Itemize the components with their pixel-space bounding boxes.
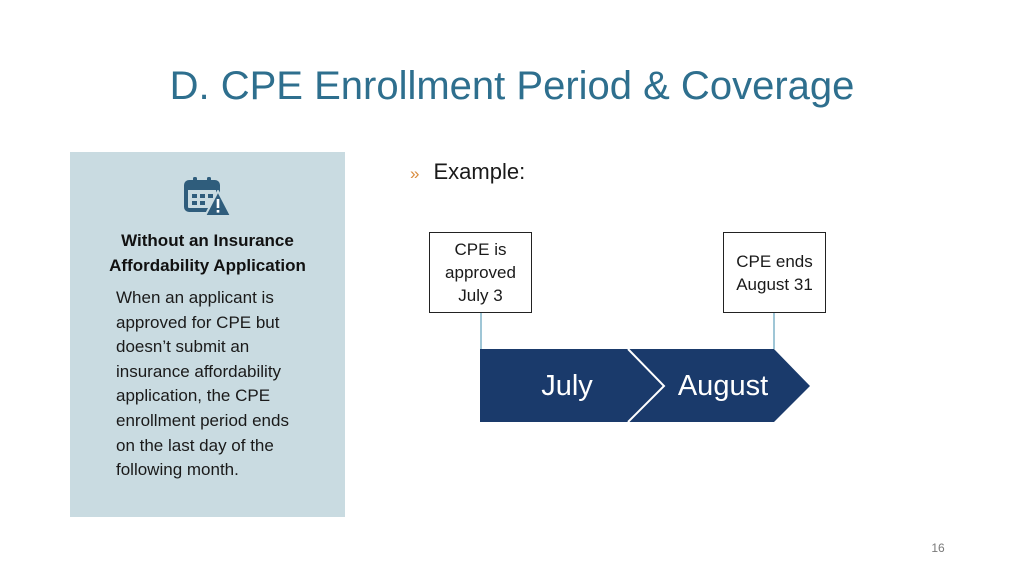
panel-body-line: doesn’t submit an (116, 337, 250, 357)
page-number: 16 (931, 541, 945, 555)
panel-body-line: approved for CPE but (116, 312, 280, 332)
start-callout-line: July 3 (458, 286, 503, 305)
panel-heading-line: Without an Insurance (121, 231, 294, 250)
panel-body-line: application, the CPE (116, 386, 271, 406)
slide-title: D. CPE Enrollment Period & Coverage (169, 64, 855, 108)
start-callout-line: approved (445, 263, 516, 282)
panel-body-line: When an applicant is (116, 288, 274, 307)
panel-body-line: following month. (116, 460, 239, 480)
end-callout-line: CPE ends (736, 251, 813, 271)
panel-body-line: enrollment period ends (116, 410, 289, 430)
end-callout-line: August 31 (736, 274, 813, 294)
panel-heading-line: Affordability Application (109, 256, 306, 275)
start-callout-box (429, 232, 532, 313)
panel-body-line: on the last day of the (116, 435, 274, 455)
august-label: August (677, 370, 769, 402)
panel-body-line: insurance affordability (116, 361, 282, 381)
july-label: July (541, 370, 593, 402)
start-callout-line: CPE is (454, 240, 507, 259)
example-label: Example: (433, 159, 526, 184)
end-callout-box (723, 232, 826, 313)
bullet-chevron-icon: » (410, 164, 420, 183)
